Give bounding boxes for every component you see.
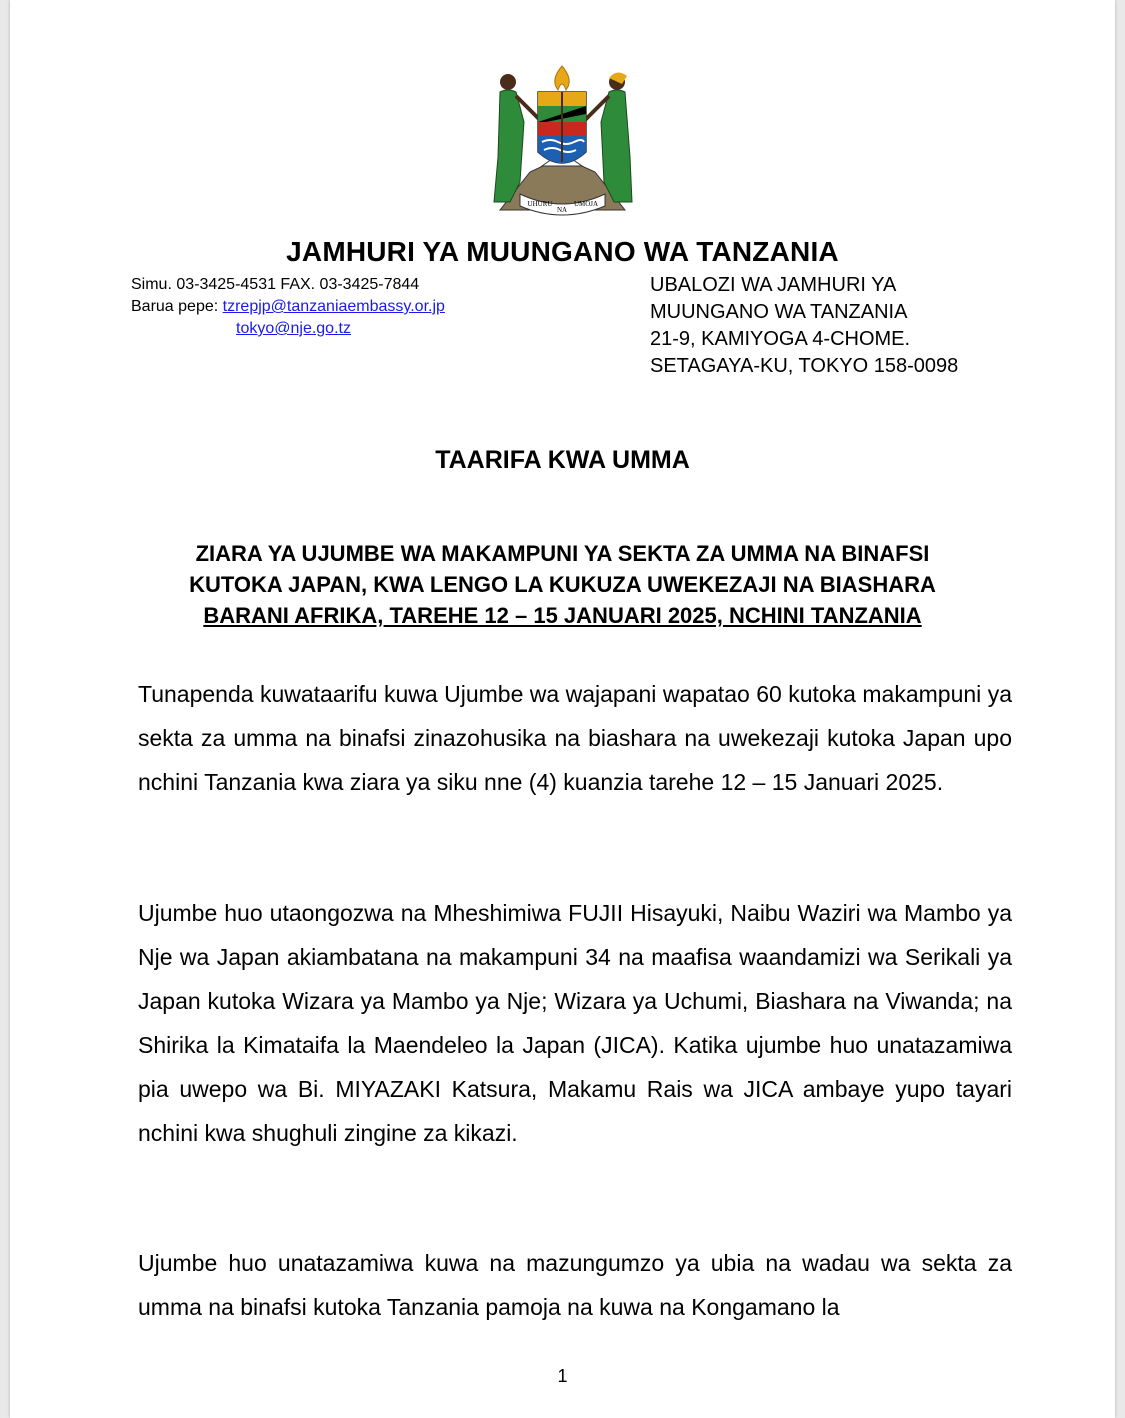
headline	[0, 538, 1125, 631]
motto-right-text: UMOJA	[573, 200, 599, 208]
address-block	[650, 272, 958, 380]
motto-left-text: UHURU	[527, 200, 553, 208]
headline-line: KUTOKA JAPAN, KWA LENGO LA KUKUZA UWEKEZAJI NA BIASHARA	[189, 572, 936, 597]
coat-of-arms-emblem	[480, 62, 645, 222]
body-paragraph-3: Ujumbe huo unatazamiwa kuwa na mazungumzo ya ubia na wadau wa sekta za umma na binafsi kutoka Tanzania pamoja na kuwa na Kongamano la	[138, 1250, 1012, 1320]
email-label: Barua pepe:	[131, 298, 219, 315]
address-line: UBALOZI WA JAMHURI YA	[650, 274, 897, 296]
body-paragraph-2: Ujumbe huo utaongozwa na Mheshimiwa FUJII Hisayuki, Naibu Waziri wa Mambo ya Nje wa Japan akiambatana na makampuni 34 na maafisa waandamizi wa Serikali ya Japan kutoka Wizara ya Mambo ya Nje; Wizara ya Uchumi, Biashara na Viwanda; na Shirika la Kimataifa la Maendeleo la Japan (JICA). Katika ujumbe huo unatazamiwa pia uwepo wa Bi. MIYAZAKI Katsura, Makamu Rais wa JICA ambaye yupo tayari nchini kwa shughuli zingine za kikazi.	[138, 900, 1012, 1146]
email-row-2	[131, 318, 445, 340]
email-link-nje[interactable]: tokyo@nje.go.tz	[236, 320, 351, 337]
address-line: 21-9, KAMIYOGA 4-CHOME.	[650, 328, 911, 350]
address-line: MUUNGANO WA TANZANIA	[650, 301, 908, 323]
page-number: 1	[557, 1366, 568, 1386]
phone-fax: Simu. 03-3425-4531 FAX. 03-3425-7844	[131, 276, 420, 293]
address-line: SETAGAYA-KU, TOKYO 158-0098	[650, 355, 959, 377]
motto-mid-text: NA	[556, 206, 568, 214]
country-title: JAMHURI YA MUUNGANO WA TANZANIA	[286, 236, 839, 267]
body-paragraph-1: Tunapenda kuwataarifu kuwa Ujumbe wa wajapani wapatao 60 kutoka makampuni ya sekta za umma na binafsi zinazohusika na biashara na uwekezaji kutoka Japan upo nchini Tanzania kwa ziara ya siku nne (4) kuanzia tarehe 12 – 15 Januari 2025.	[138, 681, 1012, 795]
email-row	[131, 296, 445, 318]
notice-title: TAARIFA KWA UMMA	[435, 446, 690, 474]
contact-block	[131, 274, 445, 340]
headline-line: ZIARA YA UJUMBE WA MAKAMPUNI YA SEKTA ZA UMMA NA BINAFSI	[195, 541, 930, 566]
email-link-embassy[interactable]: tzrepjp@tanzaniaembassy.or.jp	[222, 298, 445, 315]
headline-line-underlined: BARANI AFRIKA, TAREHE 12 – 15 JANUARI 2025, NCHINI TANZANIA	[203, 603, 922, 628]
